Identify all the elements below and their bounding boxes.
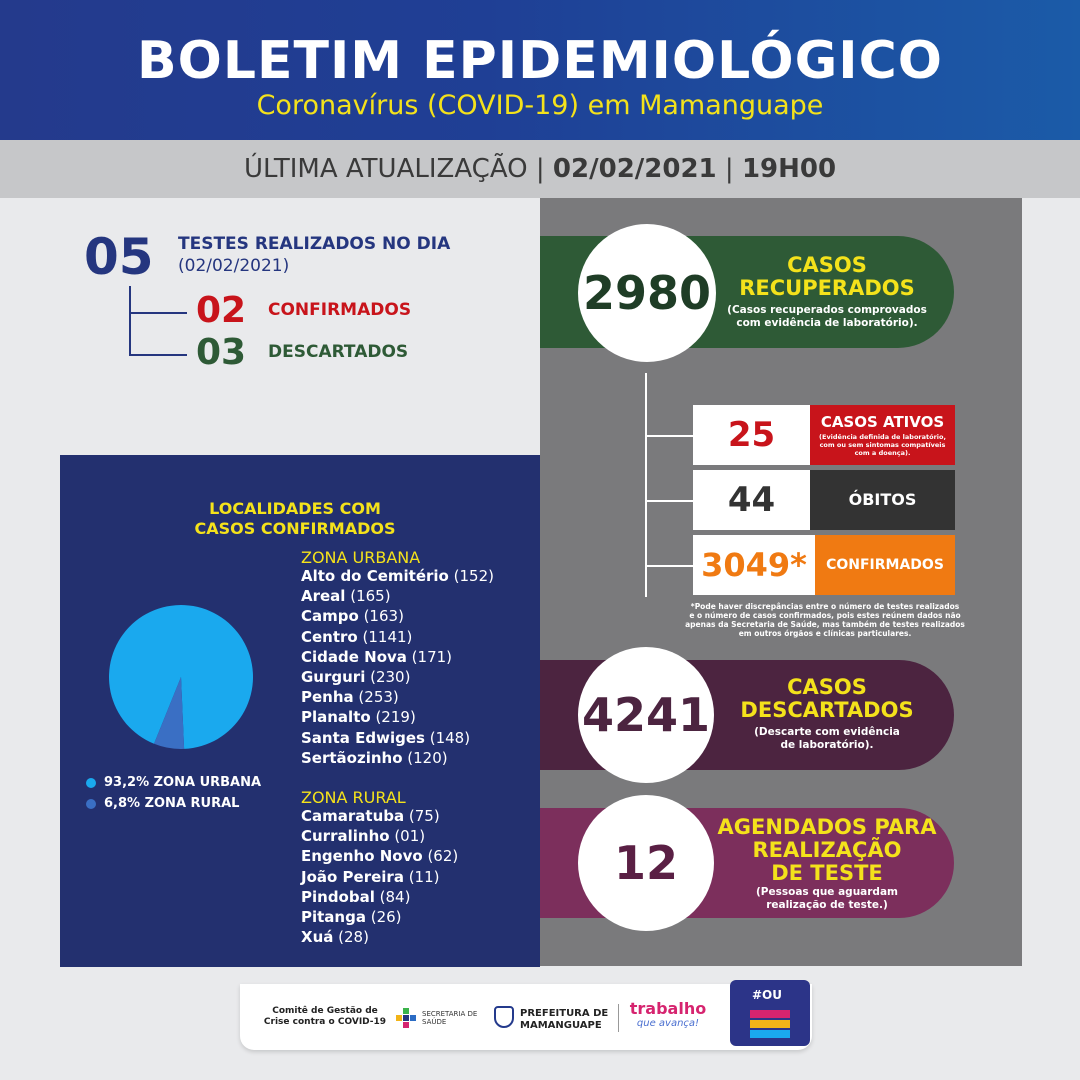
active-cases-label: CASOS ATIVOS [820,413,945,431]
locality-name: Pitanga [301,908,366,927]
recovered-subtitle [700,304,954,330]
scheduled-title: DE TESTE [771,861,883,885]
localities-title-line: LOCALIDADES COM [209,499,381,518]
slogan-sub: que avança! [636,1018,700,1029]
tree-line [129,286,131,356]
tests-label: TESTES REALIZADOS NO DIA [178,234,451,254]
rural-zone-title: ZONA RURAL [301,788,406,807]
locality-name: Gurguri [301,668,366,687]
tree-branch [645,565,693,567]
localities-panel [60,455,540,967]
secretariat-line: SECRETARIA DE [422,1010,478,1018]
discarded-subtitle [700,726,954,752]
locality-count: (253) [353,688,399,707]
locality-name: Centro [301,627,358,646]
locality-item [301,806,458,826]
recovered-title: RECUPERADOS [739,276,915,300]
cases-panel [540,198,1022,966]
confirmed-value: 3049 [701,546,791,584]
legend-item-urban [86,775,261,790]
legend-item-rural [86,796,239,811]
locality-count: (148) [424,728,471,747]
tests-confirmed-label: CONFIRMADOS [268,300,412,320]
discarded-count: 4241 [578,647,714,783]
prefeitura-line: PREFEITURA DE [520,1008,609,1019]
confirmed-row [693,535,955,595]
separator: | [724,154,742,184]
locality-name: Engenho Novo [301,847,423,866]
urban-zone-title: ZONA URBANA [301,548,421,567]
separator: | [535,154,553,184]
confirmed-count [693,535,815,595]
locality-count: (26) [365,908,402,927]
locality-item [301,846,458,866]
legend-label: 6,8% ZONA RURAL [104,796,240,811]
active-cases-note [810,433,955,457]
active-cases-row [693,405,955,465]
locality-item [301,606,494,626]
footnote-line: *Pode haver discrepâncias entre o número de testes realizados [690,602,960,611]
rural-locality-list [301,806,458,947]
discarded-subtitle-line: de laboratório). [780,739,874,751]
city-seal-icon [494,1006,514,1028]
recovered-subtitle-line: (Casos recuperados comprovados [727,304,927,316]
locality-item [301,707,494,727]
update-bar [0,140,1080,198]
locality-count: (165) [345,587,391,606]
confirmed-asterisk: * [790,546,807,584]
locality-name: Areal [301,587,346,606]
confirmed-label: CONFIRMADOS [815,535,955,595]
tests-discarded-count: 03 [196,332,247,373]
locality-count: (62) [422,847,459,866]
locality-count: (84) [374,887,411,906]
committee-logo [262,1006,388,1028]
locality-name: Xuá [301,928,334,947]
tree-line [645,373,647,597]
locality-name: Cidade Nova [301,647,407,666]
footer-logos [240,984,812,1050]
locality-item [301,627,494,647]
prefeitura-text [520,1008,608,1032]
locality-item [301,586,494,606]
health-cross-icon [396,1008,416,1028]
locality-name: Santa Edwiges [301,728,425,747]
locality-name: Penha [301,688,354,707]
secretariat-line: SAÚDE [422,1018,447,1026]
locality-name: Curralinho [301,827,390,846]
tree-branch [129,354,187,356]
active-cases-count: 25 [693,405,810,465]
deaths-row [693,470,955,530]
legend-label: 93,2% ZONA URBANA [104,775,262,790]
discarded-title: DESCARTADOS [740,698,914,722]
page-title: BOLETIM EPIDEMIOLÓGICO [136,31,943,91]
localities-title [60,499,530,539]
locality-item [301,667,494,687]
locality-item [301,927,458,947]
badge-stripe [750,1020,790,1028]
update-label: ÚLTIMA ATUALIZAÇÃO [243,154,528,184]
update-time: 19H00 [741,154,837,184]
footnote-line: e o número de casos confirmados, pois estes reúnem dados não [689,611,961,620]
page-subtitle: Coronavírus (COVID-19) em Mamanguape [256,90,824,121]
locality-count: (28) [333,928,369,947]
locality-count: (219) [370,708,416,727]
scheduled-title: REALIZAÇÃO [752,838,902,862]
locality-count: (75) [404,807,440,825]
deaths-count: 44 [693,470,810,530]
locality-item [301,728,494,748]
locality-count: (230) [365,668,411,687]
secretariat-text [422,1010,477,1026]
active-cases-note-line: (Evidência definida de laboratório, [819,433,946,441]
committee-line: Comitê de Gestão de [272,1006,378,1016]
update-date: 02/02/2021 [552,154,717,184]
tree-branch [645,500,693,502]
locality-name: Campo [301,607,359,626]
localities-title-line: CASOS CONFIRMADOS [194,519,396,538]
tree-branch [645,435,693,437]
tests-count: 05 [84,228,154,286]
footnote-line: em outros órgãos e clínicas particulares. [738,629,912,638]
scheduled-count: 12 [578,795,714,931]
discarded-subtitle-line: (Descarte com evidência [754,726,900,738]
recovered-subtitle-line: com evidência de laboratório). [736,317,918,329]
slogan-logo [626,1000,710,1029]
tests-confirmed-count: 02 [196,290,247,331]
locality-item [301,687,494,707]
prefeitura-logo [494,1006,614,1030]
recovered-title: CASOS [787,253,867,277]
active-cases-note-line: com a doença). [854,449,911,457]
active-cases-label-box [810,405,955,465]
health-secretariat-logo [396,1008,488,1028]
locality-count: (171) [406,647,453,666]
locality-item [301,826,458,846]
active-cases-note-line: com ou sem sintomas compatíveis [819,441,946,449]
locality-item [301,566,494,586]
scheduled-title: AGENDADOS PARA [717,815,937,839]
scheduled-subtitle [700,886,954,912]
prefeitura-line: MAMANGUAPE [520,1020,602,1031]
deaths-label: ÓBITOS [810,470,955,530]
scheduled-subtitle-line: (Pessoas que aguardam [756,886,898,898]
tests-date: (02/02/2021) [178,256,290,276]
scheduled-subtitle-line: realização de teste.) [766,899,888,911]
locality-count: (152) [448,567,494,585]
locality-name: Pindobal [301,887,375,906]
locality-name: Sertãozinho [301,748,403,767]
badge-stripe [750,1010,790,1018]
footnote-line: apenas da Secretaria de Saúde, mas também de testes realizados [685,620,965,629]
locality-count: (163) [358,607,404,626]
zone-pie-chart [107,603,255,751]
campaign-badge-text: #OU [752,988,782,1002]
locality-count: (1141) [357,627,413,646]
locality-count: (120) [402,748,448,767]
locality-item [301,748,494,768]
campaign-badge [730,980,810,1046]
legend-dot [86,778,96,788]
urban-locality-list [301,566,494,768]
locality-name: João Pereira [301,867,404,886]
footnote [685,602,965,638]
tree-branch [129,312,187,314]
locality-item [301,887,458,907]
legend-dot [86,799,96,809]
locality-item [301,867,458,887]
locality-name: Alto do Cemitério [301,567,449,585]
recovered-count: 2980 [578,224,716,362]
locality-name: Planalto [301,708,371,727]
header-banner [0,0,1080,140]
discarded-title: CASOS [787,675,867,699]
locality-item [301,907,458,927]
locality-name: Camaratuba [301,807,405,825]
committee-line: Crise contra o COVID-19 [263,1017,387,1027]
locality-item [301,647,494,667]
daily-tests-block [84,228,524,378]
slogan-main: trabalho [629,999,707,1018]
locality-count: (01) [389,827,426,846]
tests-discarded-label: DESCARTADOS [268,342,409,362]
badge-stripe [750,1030,790,1038]
locality-count: (11) [403,867,440,886]
divider [618,1004,619,1032]
